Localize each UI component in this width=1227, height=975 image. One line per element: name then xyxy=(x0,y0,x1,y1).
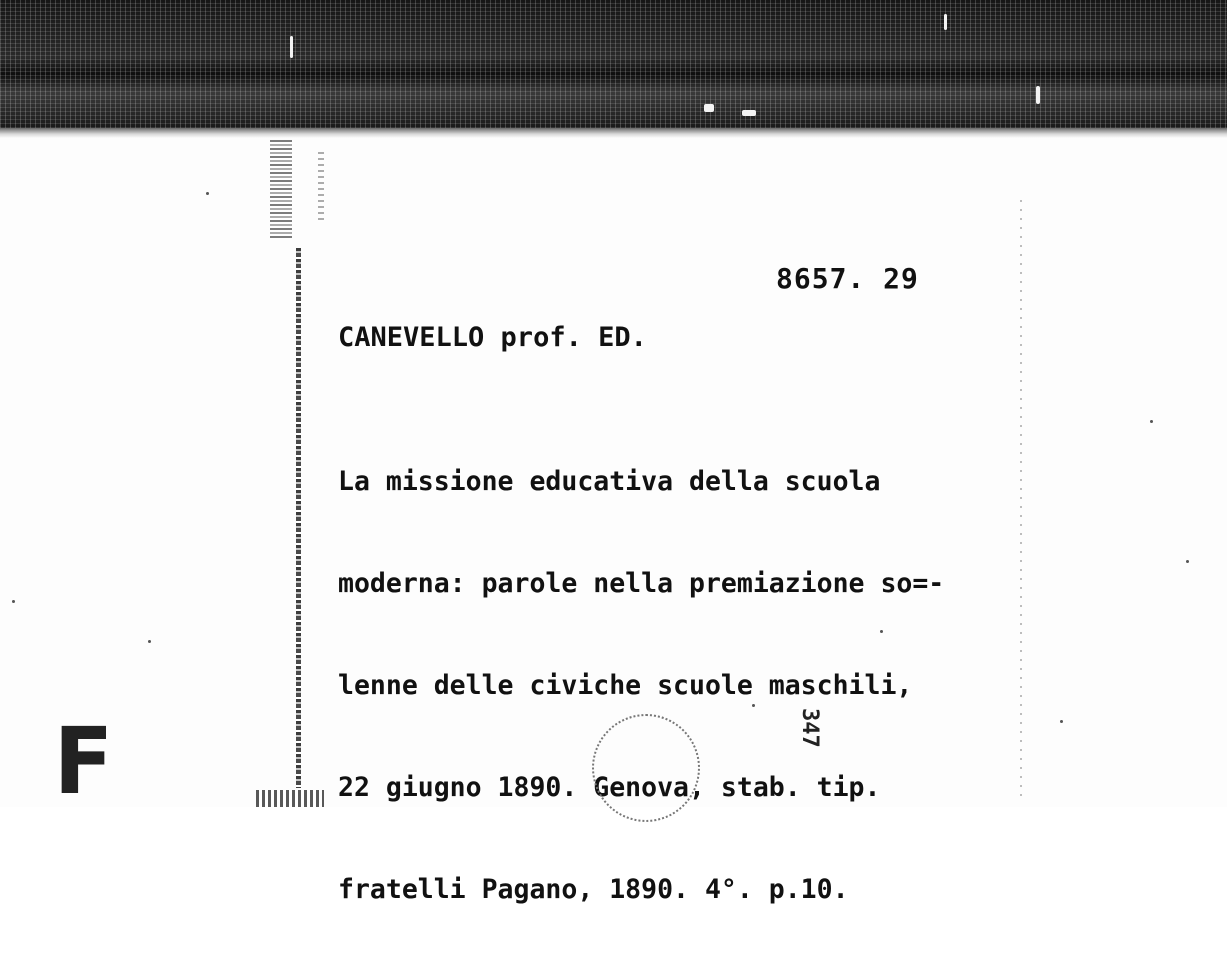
description-line: lenne delle civiche scuole maschili, xyxy=(338,670,913,701)
faint-stamp xyxy=(592,714,700,822)
bibliographic-description xyxy=(338,397,944,975)
card-right-edge xyxy=(1020,200,1022,800)
author-heading: CANEVELLO prof. ED. xyxy=(338,322,647,353)
band-speck xyxy=(944,14,947,30)
speck xyxy=(1060,720,1063,723)
description-line: fratelli Pagano, 1890. 4°. p.10. xyxy=(338,874,849,905)
description-line: 22 giugno 1890. Genova, stab. tip. xyxy=(338,772,881,803)
band-speck xyxy=(290,36,293,58)
speck xyxy=(1150,420,1153,423)
speck xyxy=(12,600,15,603)
scan-dark-band xyxy=(0,0,1227,128)
description-line: moderna: parole nella premiazione so=- xyxy=(338,568,945,599)
scan-band-edge xyxy=(0,128,1227,138)
band-speck xyxy=(704,104,714,112)
bottom-smudge xyxy=(256,790,324,807)
card-edge-artifact xyxy=(318,152,324,222)
speck xyxy=(206,192,209,195)
call-number: 8657. 29 xyxy=(776,262,919,295)
speck xyxy=(1186,560,1189,563)
rotated-side-mark: 347 xyxy=(797,708,822,748)
band-speck xyxy=(1036,86,1040,104)
card-left-edge xyxy=(296,248,301,788)
description-line: La missione educativa della scuola xyxy=(338,466,881,497)
band-speck xyxy=(742,110,756,116)
card-edge-artifact xyxy=(270,140,292,240)
corner-letter: F xyxy=(53,708,114,815)
speck xyxy=(148,640,151,643)
